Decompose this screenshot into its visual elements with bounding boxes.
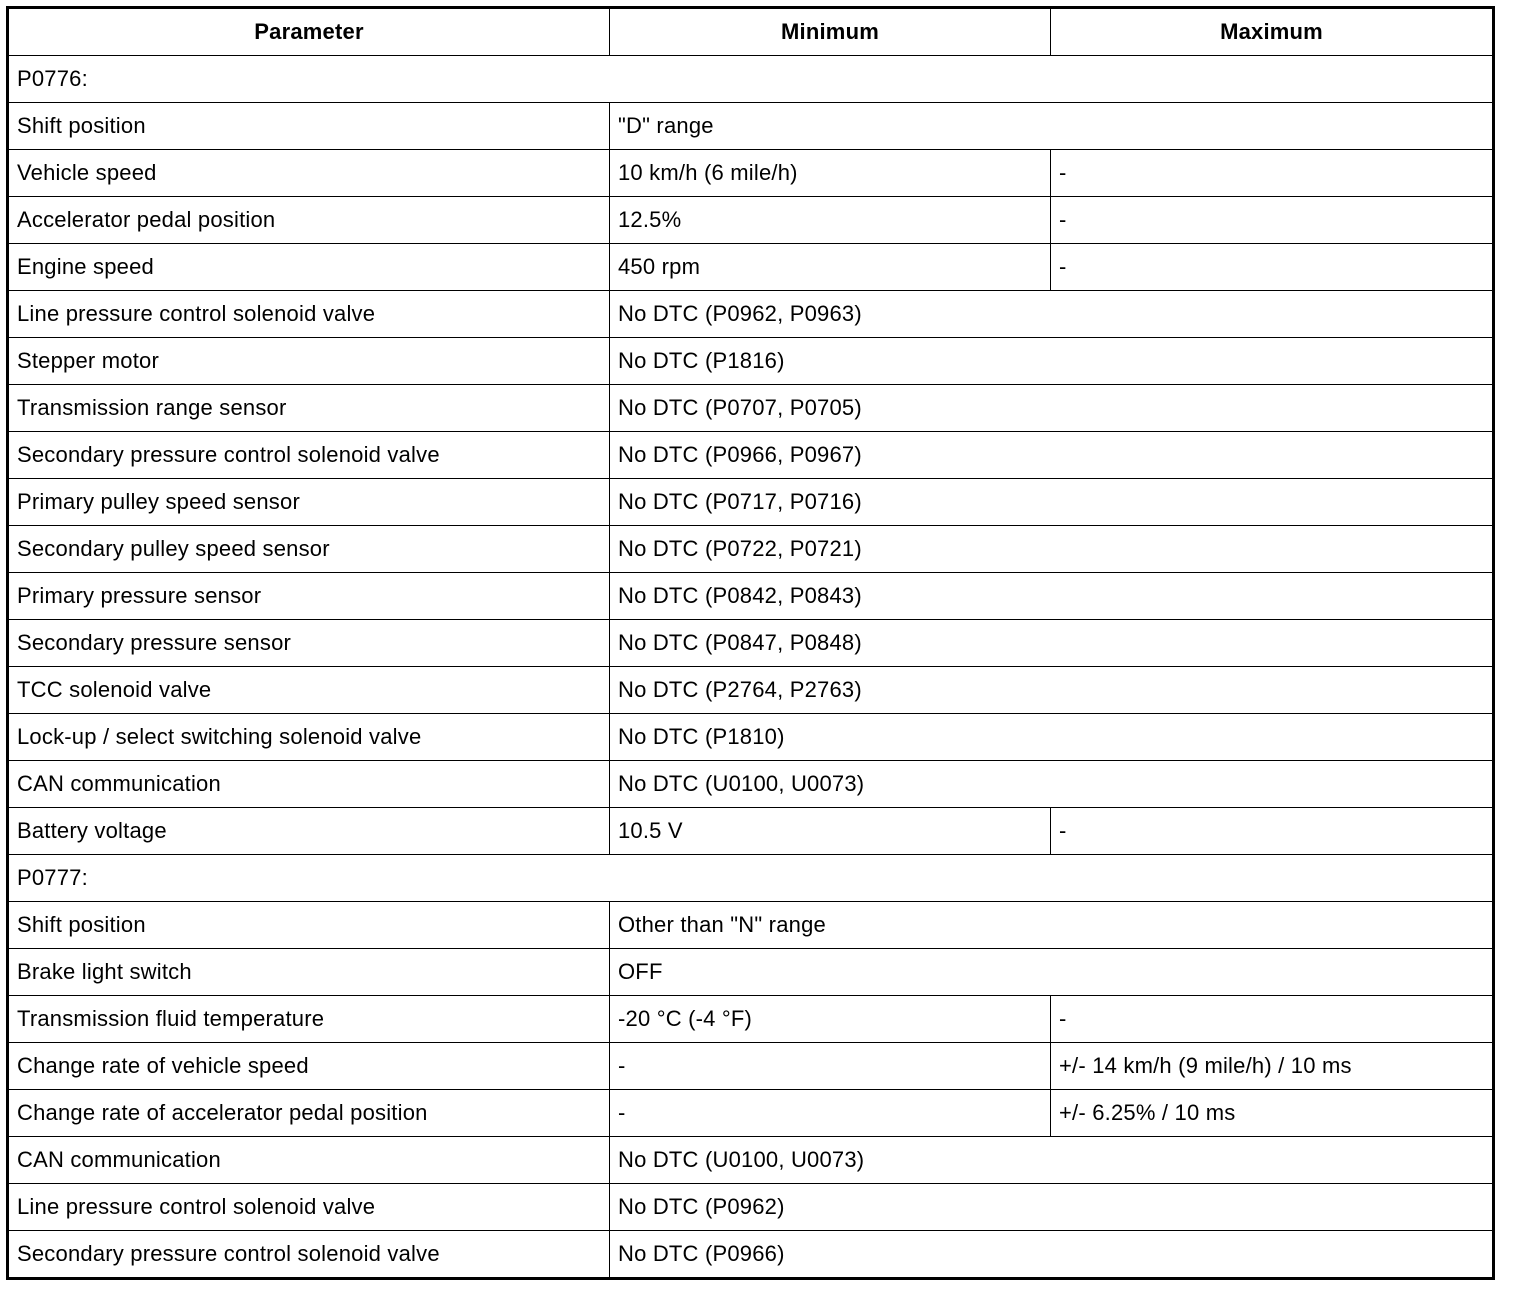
- minimum-cell: 10.5 V: [610, 808, 1051, 855]
- table-row: [8, 667, 1494, 714]
- minimum-cell: 10 km/h (6 mile/h): [610, 150, 1051, 197]
- condition-value-cell: No DTC (P0962): [610, 1184, 1494, 1231]
- parameter-cell: Engine speed: [8, 244, 610, 291]
- minimum-cell: -: [610, 1090, 1051, 1137]
- section-row: [8, 855, 1494, 902]
- table-row: [8, 1231, 1494, 1279]
- parameter-cell: Line pressure control solenoid valve: [8, 291, 610, 338]
- minimum-cell: 12.5%: [610, 197, 1051, 244]
- table-row: [8, 1137, 1494, 1184]
- parameter-cell: Shift position: [8, 902, 610, 949]
- table-row: [8, 432, 1494, 479]
- table-row: [8, 761, 1494, 808]
- maximum-cell: -: [1051, 197, 1494, 244]
- parameter-cell: Battery voltage: [8, 808, 610, 855]
- table-row: [8, 338, 1494, 385]
- parameter-cell: TCC solenoid valve: [8, 667, 610, 714]
- condition-value-cell: No DTC (P0966, P0967): [610, 432, 1494, 479]
- parameter-cell: Primary pulley speed sensor: [8, 479, 610, 526]
- parameter-cell: CAN communication: [8, 761, 610, 808]
- condition-value-cell: No DTC (U0100, U0073): [610, 1137, 1494, 1184]
- table-row: [8, 197, 1494, 244]
- condition-value-cell: No DTC (P1816): [610, 338, 1494, 385]
- table-row: [8, 996, 1494, 1043]
- table-body: [8, 56, 1494, 1279]
- parameter-cell: Line pressure control solenoid valve: [8, 1184, 610, 1231]
- header-row: [8, 8, 1494, 56]
- header-maximum: Maximum: [1051, 8, 1494, 56]
- table-row: [8, 479, 1494, 526]
- condition-value-cell: "D" range: [610, 103, 1494, 150]
- condition-value-cell: No DTC (P0966): [610, 1231, 1494, 1279]
- parameter-cell: Secondary pressure control solenoid valve: [8, 1231, 610, 1279]
- section-title: P0776:: [8, 56, 1494, 103]
- table-row: [8, 808, 1494, 855]
- parameter-cell: Lock-up / select switching solenoid valve: [8, 714, 610, 761]
- parameter-cell: Change rate of accelerator pedal position: [8, 1090, 610, 1137]
- maximum-cell: -: [1051, 996, 1494, 1043]
- minimum-cell: -20 °C (-4 °F): [610, 996, 1051, 1043]
- parameter-cell: Secondary pressure sensor: [8, 620, 610, 667]
- condition-value-cell: No DTC (U0100, U0073): [610, 761, 1494, 808]
- condition-value-cell: No DTC (P0842, P0843): [610, 573, 1494, 620]
- table-row: [8, 244, 1494, 291]
- parameter-cell: Transmission fluid temperature: [8, 996, 610, 1043]
- header-parameter: Parameter: [8, 8, 610, 56]
- parameter-cell: Transmission range sensor: [8, 385, 610, 432]
- table-header: [8, 8, 1494, 56]
- parameter-cell: Stepper motor: [8, 338, 610, 385]
- section-row: [8, 56, 1494, 103]
- parameter-cell: Secondary pulley speed sensor: [8, 526, 610, 573]
- condition-value-cell: No DTC (P0717, P0716): [610, 479, 1494, 526]
- condition-value-cell: No DTC (P0722, P0721): [610, 526, 1494, 573]
- parameter-table: [6, 6, 1495, 1280]
- table-row: [8, 902, 1494, 949]
- condition-value-cell: No DTC (P0962, P0963): [610, 291, 1494, 338]
- table-row: [8, 103, 1494, 150]
- table-row: [8, 1090, 1494, 1137]
- condition-value-cell: No DTC (P0707, P0705): [610, 385, 1494, 432]
- section-title: P0777:: [8, 855, 1494, 902]
- table-row: [8, 526, 1494, 573]
- minimum-cell: 450 rpm: [610, 244, 1051, 291]
- parameter-cell: Vehicle speed: [8, 150, 610, 197]
- condition-value-cell: No DTC (P0847, P0848): [610, 620, 1494, 667]
- maximum-cell: -: [1051, 244, 1494, 291]
- condition-value-cell: OFF: [610, 949, 1494, 996]
- parameter-cell: Brake light switch: [8, 949, 610, 996]
- maximum-cell: +/- 14 km/h (9 mile/h) / 10 ms: [1051, 1043, 1494, 1090]
- maximum-cell: -: [1051, 808, 1494, 855]
- table-row: [8, 1043, 1494, 1090]
- table-row: [8, 714, 1494, 761]
- minimum-cell: -: [610, 1043, 1051, 1090]
- parameter-cell: CAN communication: [8, 1137, 610, 1184]
- table-row: [8, 620, 1494, 667]
- parameter-cell: Primary pressure sensor: [8, 573, 610, 620]
- table-row: [8, 150, 1494, 197]
- table-row: [8, 385, 1494, 432]
- maximum-cell: -: [1051, 150, 1494, 197]
- condition-value-cell: Other than "N" range: [610, 902, 1494, 949]
- parameter-cell: Shift position: [8, 103, 610, 150]
- condition-value-cell: No DTC (P2764, P2763): [610, 667, 1494, 714]
- header-minimum: Minimum: [610, 8, 1051, 56]
- parameter-cell: Change rate of vehicle speed: [8, 1043, 610, 1090]
- table-row: [8, 291, 1494, 338]
- table-row: [8, 949, 1494, 996]
- parameter-cell: Accelerator pedal position: [8, 197, 610, 244]
- parameter-cell: Secondary pressure control solenoid valve: [8, 432, 610, 479]
- maximum-cell: +/- 6.25% / 10 ms: [1051, 1090, 1494, 1137]
- condition-value-cell: No DTC (P1810): [610, 714, 1494, 761]
- table-row: [8, 1184, 1494, 1231]
- table-row: [8, 573, 1494, 620]
